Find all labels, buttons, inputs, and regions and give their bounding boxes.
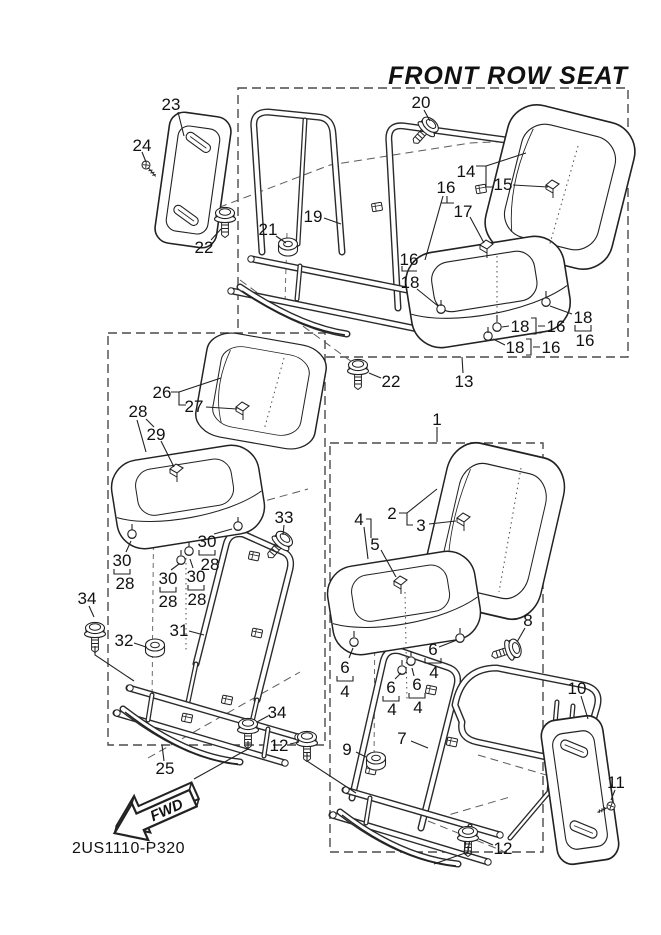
part-callout-12: 12: [493, 839, 513, 858]
part-callout-30: 30: [186, 567, 206, 586]
part-callout-31: 31: [169, 621, 189, 640]
part-callout-34: 34: [77, 589, 97, 608]
part-callout-2: 2: [387, 504, 397, 523]
side-panel-23: [153, 110, 233, 249]
part-callout-30: 30: [158, 569, 178, 588]
part-callout-14: 14: [456, 162, 476, 181]
part-callout-32: 32: [114, 631, 134, 650]
part-callout-15: 15: [493, 175, 513, 194]
fwd-label: FWD: [147, 795, 186, 826]
part-callout-6: 6: [340, 658, 350, 677]
part-callout-4: 4: [340, 682, 350, 701]
part-callout-30: 30: [112, 551, 132, 570]
part-callout-27: 27: [184, 397, 204, 416]
part-callout-29: 29: [146, 425, 166, 444]
part-callout-5: 5: [370, 535, 380, 554]
part-callout-16: 16: [436, 178, 456, 197]
part-callout-23: 23: [161, 95, 181, 114]
bolt-22b: [348, 359, 369, 389]
part-callout-3: 3: [416, 516, 426, 535]
part-callout-30: 30: [197, 532, 217, 551]
part-callout-16: 16: [541, 338, 561, 357]
bolt-20: [406, 114, 442, 150]
bolt-8: [489, 637, 524, 666]
nut-9: [367, 752, 386, 770]
part-callout-8: 8: [523, 611, 533, 630]
part-callout-16: 16: [399, 250, 419, 269]
part-callout-9: 9: [342, 740, 352, 759]
part-callout-4: 4: [429, 663, 439, 682]
drawing-code: 2US1110-P320: [72, 840, 186, 857]
nut-21: [279, 238, 298, 256]
part-callout-4: 4: [354, 510, 364, 529]
page-title: FRONT ROW SEAT: [388, 62, 628, 90]
part-callout-17: 17: [453, 202, 473, 221]
part-callout-10: 10: [567, 679, 587, 698]
part-callout-22: 22: [381, 372, 401, 391]
part-callout-4: 4: [387, 700, 397, 719]
part-callout-16: 16: [575, 331, 595, 350]
part-callout-28: 28: [158, 592, 178, 611]
part-callout-21: 21: [258, 220, 278, 239]
part-callout-20: 20: [411, 93, 431, 112]
part-callout-28: 28: [115, 574, 135, 593]
part-callout-7: 7: [397, 729, 407, 748]
part-callout-18: 18: [510, 317, 530, 336]
part-callout-6: 6: [412, 675, 422, 694]
part-callout-22: 22: [194, 238, 214, 257]
part-callout-28: 28: [187, 590, 207, 609]
part-callout-1: 1: [432, 410, 442, 429]
part-callout-19: 19: [303, 207, 323, 226]
backrest-cushion-26: [192, 329, 329, 453]
part-callout-6: 6: [428, 640, 438, 659]
part-callout-28: 28: [128, 402, 148, 421]
part-callout-11: 11: [607, 773, 625, 792]
part-callout-18: 18: [505, 338, 525, 357]
part-callout-25: 25: [155, 759, 175, 778]
part-callout-18: 18: [400, 273, 420, 292]
part-callout-18: 18: [573, 308, 593, 327]
nut-32: [146, 639, 165, 657]
part-callout-26: 26: [152, 383, 172, 402]
part-callout-34: 34: [267, 703, 287, 722]
screw-24: [140, 159, 158, 179]
part-callout-12: 12: [269, 736, 289, 755]
part-callout-28: 28: [200, 555, 220, 574]
part-callout-24: 24: [132, 136, 152, 155]
part-callout-33: 33: [274, 508, 294, 527]
part-callout-16: 16: [546, 317, 566, 336]
part-callout-4: 4: [413, 698, 423, 717]
part-callout-6: 6: [386, 678, 396, 697]
part-callout-13: 13: [454, 372, 474, 391]
